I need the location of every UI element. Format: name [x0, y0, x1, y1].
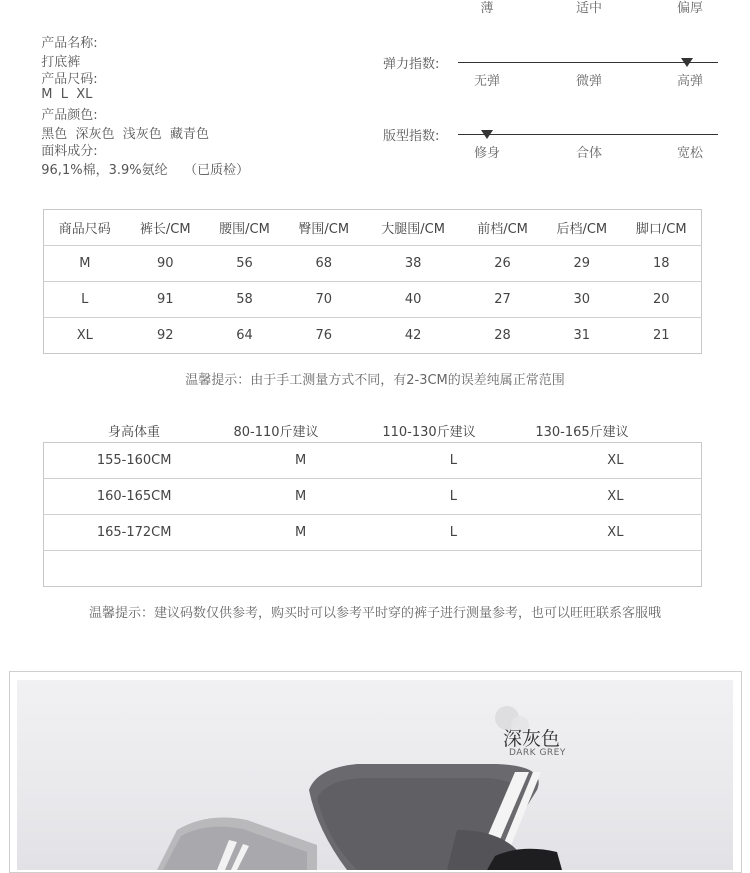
product-name-label: 产品名称:	[41, 36, 98, 51]
table-cell: 31	[573, 328, 591, 343]
table-row	[44, 443, 702, 479]
table-cell: 38	[363, 246, 463, 282]
table-cell: XL	[76, 328, 93, 343]
product-material-label: 面料成分:	[41, 144, 98, 159]
product-material-row	[33, 125, 249, 178]
table-cell: L	[377, 479, 530, 515]
table-cell: 30	[542, 282, 621, 318]
table-cell: 90	[126, 246, 205, 282]
size-header-back-rise: 后档/CM	[542, 210, 621, 246]
table-cell: L	[377, 515, 530, 551]
table-cell: 165-172CM	[44, 515, 225, 551]
size-measurement-table	[43, 209, 702, 354]
size-header-waist: 腰围/CM	[205, 210, 284, 246]
fit-marker-icon	[481, 130, 493, 139]
fit-header-height-weight: 身高体重	[107, 425, 160, 440]
size-header-hip: 臀围/CM	[284, 210, 363, 246]
table-cell: 76	[315, 328, 332, 343]
thickness-tick-thick: 偏厚	[676, 1, 703, 16]
fit-scale-line	[458, 134, 718, 135]
size-header-size: 商品尺码	[44, 210, 126, 246]
table-row	[44, 318, 702, 354]
table-cell: 58	[205, 282, 284, 318]
table-cell: M	[44, 246, 126, 282]
table-row	[44, 551, 702, 587]
table-row	[44, 515, 702, 551]
table-cell: 92	[156, 328, 174, 343]
product-name-value: 打底裤	[41, 55, 81, 70]
fit-tick-regular: 合体	[575, 146, 602, 161]
table-cell: 155-160CM	[44, 443, 225, 479]
product-color-label: 产品颜色:	[41, 108, 98, 123]
table-cell: 21	[652, 328, 670, 343]
fit-label: 版型指数:	[383, 129, 440, 144]
size-table-note: 温馨提示：由于手工测量方式不同，有2-3CM的误差纯属正常范围	[185, 373, 565, 388]
elasticity-tick-slight: 微弹	[575, 74, 602, 89]
size-header-leg-opening: 脚口/CM	[621, 210, 701, 246]
table-cell	[44, 551, 225, 587]
size-header-thigh: 大腿围/CM	[363, 210, 463, 246]
table-cell: 27	[463, 282, 542, 318]
table-cell	[224, 551, 377, 587]
table-cell: 160-165CM	[44, 479, 225, 515]
table-cell	[377, 551, 530, 587]
table-cell: 28	[494, 328, 511, 343]
product-size-value: M L XL	[41, 87, 93, 102]
table-cell: 29	[542, 246, 621, 282]
table-cell: 42	[404, 328, 422, 343]
fit-header-110-130: 110-130斤建议	[382, 425, 476, 440]
table-cell: 26	[463, 246, 542, 282]
table-cell: 18	[621, 246, 701, 282]
table-cell: L	[44, 282, 126, 318]
table-cell: L	[377, 443, 530, 479]
fit-tick-loose: 宽松	[676, 146, 703, 161]
table-row	[44, 246, 702, 282]
fit-recommendation-table	[43, 442, 702, 587]
table-cell: 20	[621, 282, 701, 318]
elasticity-tick-none: 无弹	[473, 74, 500, 89]
photo-color-name: 深灰色	[503, 728, 561, 750]
product-size-label: 产品尺码:	[41, 72, 98, 87]
elasticity-scale-line	[458, 62, 718, 63]
elasticity-marker-icon	[681, 58, 693, 67]
table-cell: 56	[205, 246, 284, 282]
product-photo	[17, 680, 733, 870]
table-row	[44, 282, 702, 318]
table-cell: XL	[530, 479, 702, 515]
fit-tick-slim: 修身	[473, 146, 500, 161]
thickness-tick-thin: 薄	[480, 1, 494, 16]
fit-table-note: 温馨提示：建议码数仅供参考，购买时可以参考平时穿的裤子进行测量参考，也可以旺旺联系客服哦	[88, 606, 661, 621]
product-material-value: 96,1%棉，3.9%氨纶 （已质检）	[41, 163, 250, 178]
size-header-front-rise: 前档/CM	[463, 210, 542, 246]
leggings-illustration	[17, 680, 733, 870]
table-cell: 68	[284, 246, 363, 282]
elasticity-label: 弹力指数:	[383, 57, 440, 72]
thickness-tick-medium: 适中	[575, 1, 602, 16]
table-cell: 91	[126, 282, 205, 318]
table-cell	[530, 551, 702, 587]
elasticity-tick-high: 高弹	[676, 74, 703, 89]
table-cell: M	[224, 515, 377, 551]
product-color-value: 黑色 深灰色 浅灰色 藏青色	[41, 127, 210, 142]
fit-header-80-110: 80-110斤建议	[233, 425, 319, 440]
table-cell: 40	[363, 282, 463, 318]
photo-color-name-en: DARK GREY	[509, 748, 566, 758]
table-row	[44, 479, 702, 515]
size-header-length: 裤长/CM	[126, 210, 205, 246]
table-cell: XL	[530, 515, 702, 551]
size-table-header-row	[44, 210, 702, 246]
table-cell: M	[224, 443, 377, 479]
table-cell: XL	[530, 443, 702, 479]
table-cell: 70	[284, 282, 363, 318]
table-cell: M	[224, 479, 377, 515]
table-cell: 64	[236, 328, 253, 343]
fit-header-130-165: 130-165斤建议	[535, 425, 629, 440]
